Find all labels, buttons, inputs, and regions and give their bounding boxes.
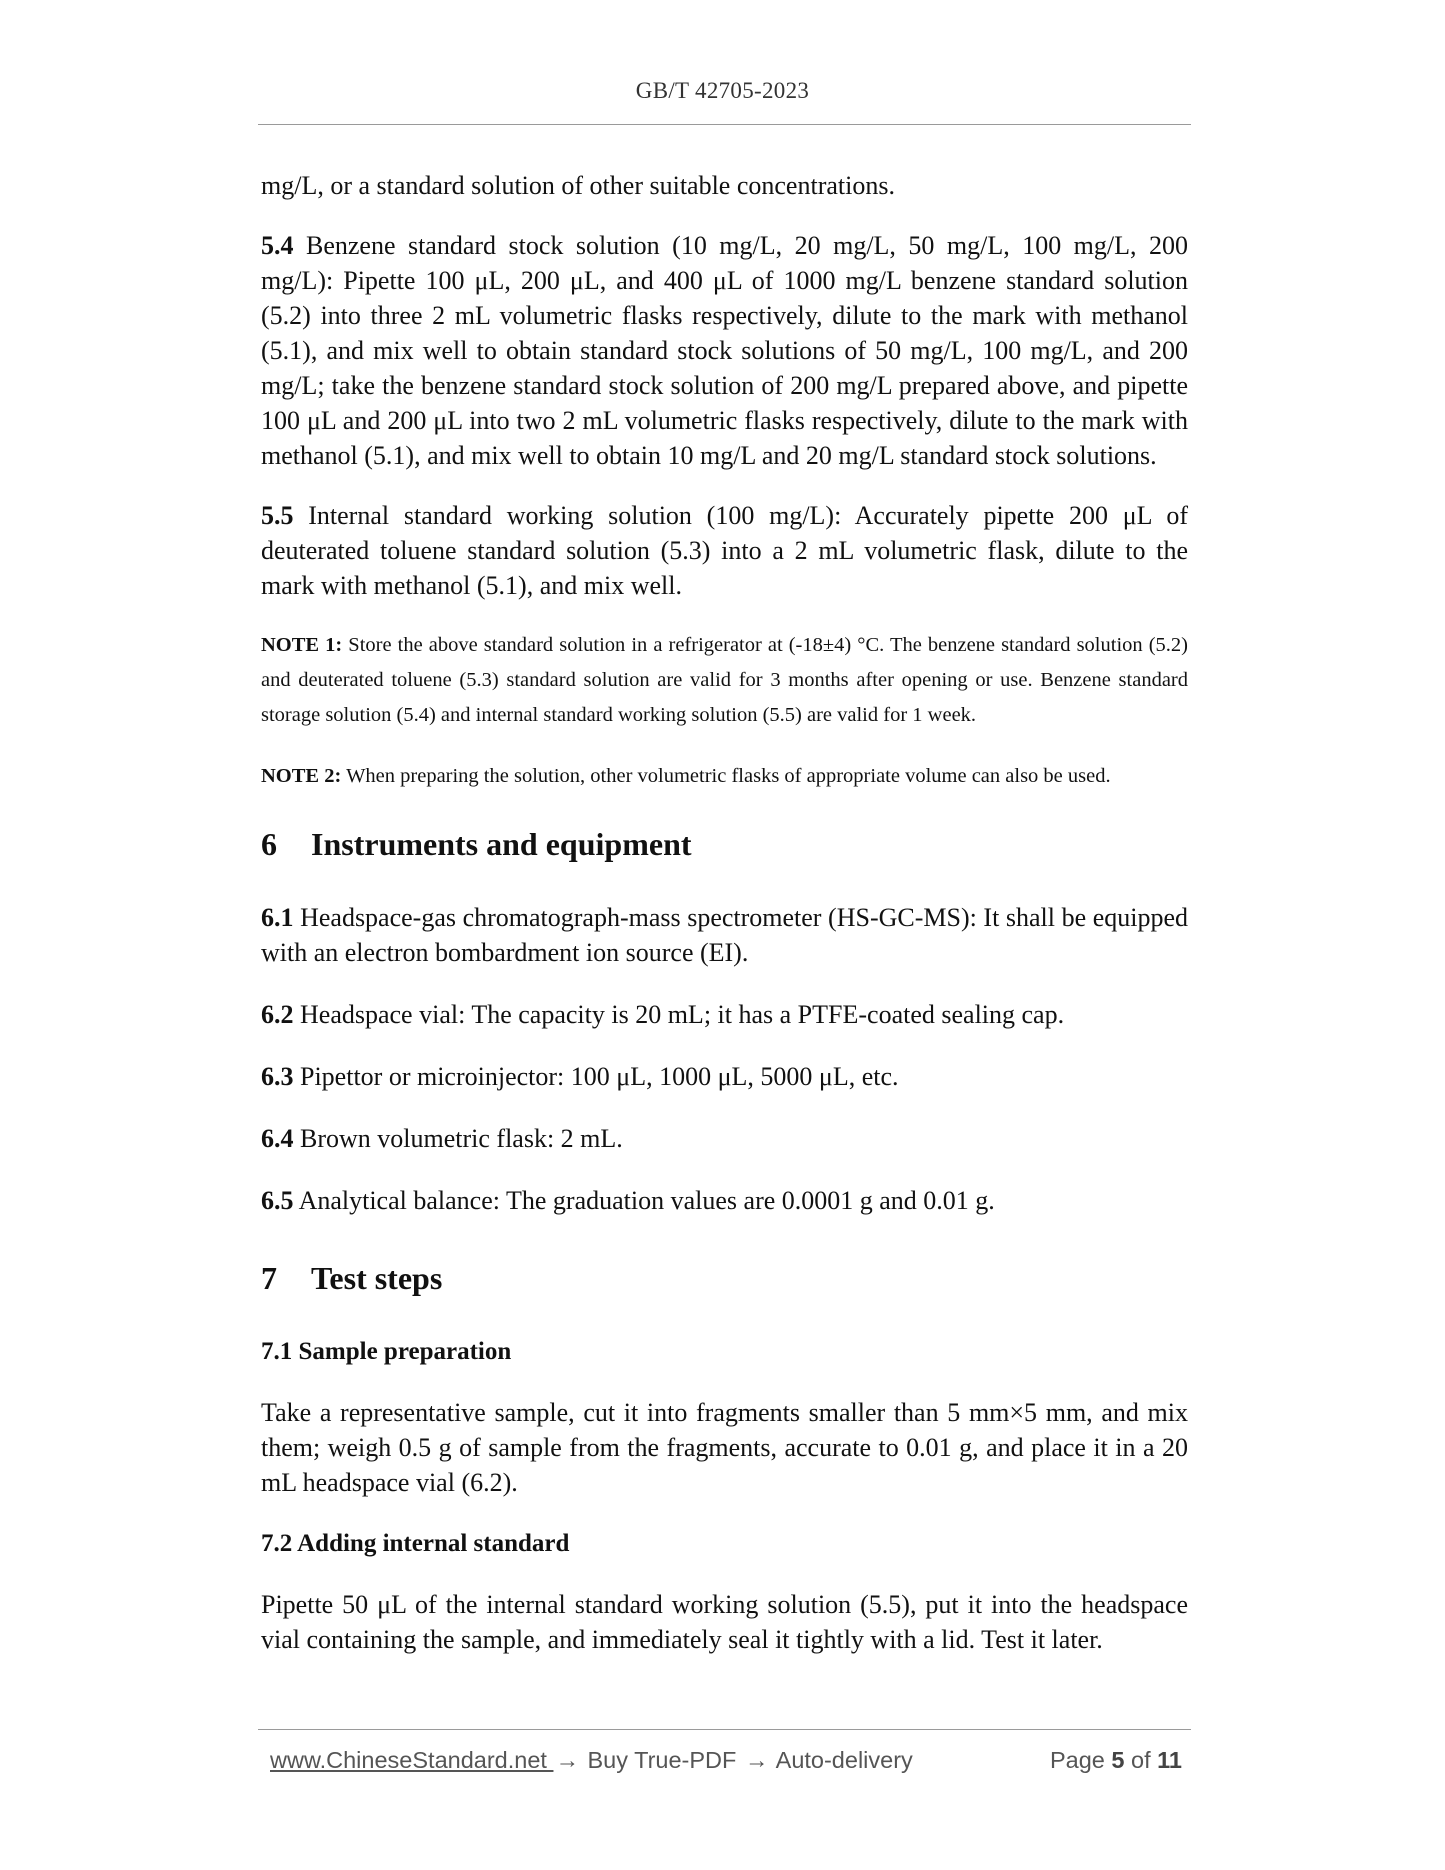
clause-text: Benzene standard stock solution (10 mg/L, 20 mg/L, 50 mg/L, 100 mg/L, 200 mg/L): Pipette 100 μL, 200 μL, and 400 μL of 1000 mg/L benzene standard solution (5.2) into three 2 mL volumetric flasks respectively, dilute to the mark with methanol (5.1), and mix well to obtain standard stock solutions of 50 mg/L, 100 mg/L, and 200 mg/L; take the benzene standard stock solution of 200 mg/L prepared above, and pipette 100 μL and 200 μL into two 2 mL volumetric flasks respectively, dilute to the mark with methanol (5.1), and mix well to obtain 10 mg/L and 20 mg/L standard stock solutions. xyxy=(261,231,1188,470)
clause-text: Brown volumetric flask: 2 mL. xyxy=(293,1124,623,1153)
section-title: Test steps xyxy=(311,1260,443,1296)
paragraph-7-1: Take a representative sample, cut it into fragments smaller than 5 mm×5 mm, and mix them; weigh 0.5 g of sample from the fragments, accurate to 0.01 g, and place it in a 20 mL headspace vial (6.2). xyxy=(261,1398,1188,1497)
page-of-label: of xyxy=(1131,1747,1151,1773)
section-number: 7 xyxy=(261,1260,277,1296)
arrow-right-icon: → xyxy=(744,1747,769,1773)
clause-5-4 xyxy=(261,228,1188,473)
arrow-right-icon: → xyxy=(555,1747,579,1773)
note-2 xyxy=(261,759,1188,794)
header-divider xyxy=(258,124,1191,125)
section-heading-6 xyxy=(261,824,1188,864)
clause-number: 6.5 xyxy=(261,1186,294,1215)
footer-promo xyxy=(270,1747,913,1774)
clause-text: Internal standard working solution (100 mg/L): Accurately pipette 200 μL of deuterated toluene standard solution (5.3) into a 2 mL volumetric flask, dilute to the mark with methanol (5.1), and mix well. xyxy=(261,501,1188,600)
clause-6-5 xyxy=(261,1183,1188,1218)
subsection-heading-7-2: 7.2 Adding internal standard xyxy=(261,1530,570,1557)
continuation-paragraph: mg/L, or a standard solution of other suitable concentrations. xyxy=(261,171,895,200)
section-title: Instruments and equipment xyxy=(311,826,692,862)
section-number: 6 xyxy=(261,826,277,862)
note-text: Store the above standard solution in a refrigerator at (-18±4) °C. The benzene standard solution (5.2) and deuterated toluene (5.3) standard solution are valid for 3 months after opening or use. Benzene standard storage solution (5.4) and internal standard working solution (5.5) are valid for 1 week. xyxy=(261,634,1188,726)
clause-text: Headspace-gas chromatograph-mass spectrometer (HS-GC-MS): It shall be equipped with an electron bombardment ion source (EI). xyxy=(261,903,1188,967)
page-content xyxy=(261,168,1188,1657)
section-heading-7 xyxy=(261,1258,1188,1298)
total-page-count: 11 xyxy=(1157,1747,1182,1773)
subsection-heading-7-1: 7.1 Sample preparation xyxy=(261,1338,512,1365)
clause-text: Analytical balance: The graduation values are 0.0001 g and 0.01 g. xyxy=(293,1186,995,1215)
page-header: GB/T 42705-2023 xyxy=(635,78,810,103)
note-label: NOTE 2: xyxy=(261,765,342,787)
paragraph-7-2: Pipette 50 μL of the internal standard working solution (5.5), put it into the headspace vial containing the sample, and immediately seal it tightly with a lid. Test it later. xyxy=(261,1590,1188,1654)
note-1 xyxy=(261,628,1188,733)
page-footer xyxy=(270,1747,1182,1774)
clause-5-5 xyxy=(261,498,1188,603)
note-label: NOTE 1: xyxy=(261,634,343,656)
clause-number: 6.1 xyxy=(261,903,294,932)
clause-6-2 xyxy=(261,997,1188,1032)
clause-text: Pipettor or microinjector: 100 μL, 1000 μL, 5000 μL, etc. xyxy=(293,1062,899,1091)
buy-text: Buy True-PDF xyxy=(580,1747,743,1773)
clause-6-3 xyxy=(261,1059,1188,1094)
note-text: When preparing the solution, other volumetric flasks of appropriate volume can also be used. xyxy=(341,765,1111,787)
current-page-number: 5 xyxy=(1111,1747,1125,1773)
delivery-text: Auto-delivery xyxy=(770,1747,913,1773)
clause-text: Headspace vial: The capacity is 20 mL; it has a PTFE-coated sealing cap. xyxy=(293,1000,1065,1029)
clause-6-1 xyxy=(261,900,1188,970)
clause-number: 6.3 xyxy=(261,1062,294,1091)
clause-number: 6.4 xyxy=(261,1124,294,1153)
clause-number: 6.2 xyxy=(261,1000,294,1029)
clause-6-4 xyxy=(261,1121,1188,1156)
page-label: Page xyxy=(1049,1747,1105,1773)
website-link[interactable]: www.ChineseStandard.net xyxy=(270,1747,554,1773)
clause-number: 5.5 xyxy=(261,501,294,530)
footer-divider xyxy=(258,1729,1191,1730)
clause-number: 5.4 xyxy=(261,231,294,260)
page-indicator xyxy=(1050,1747,1182,1774)
